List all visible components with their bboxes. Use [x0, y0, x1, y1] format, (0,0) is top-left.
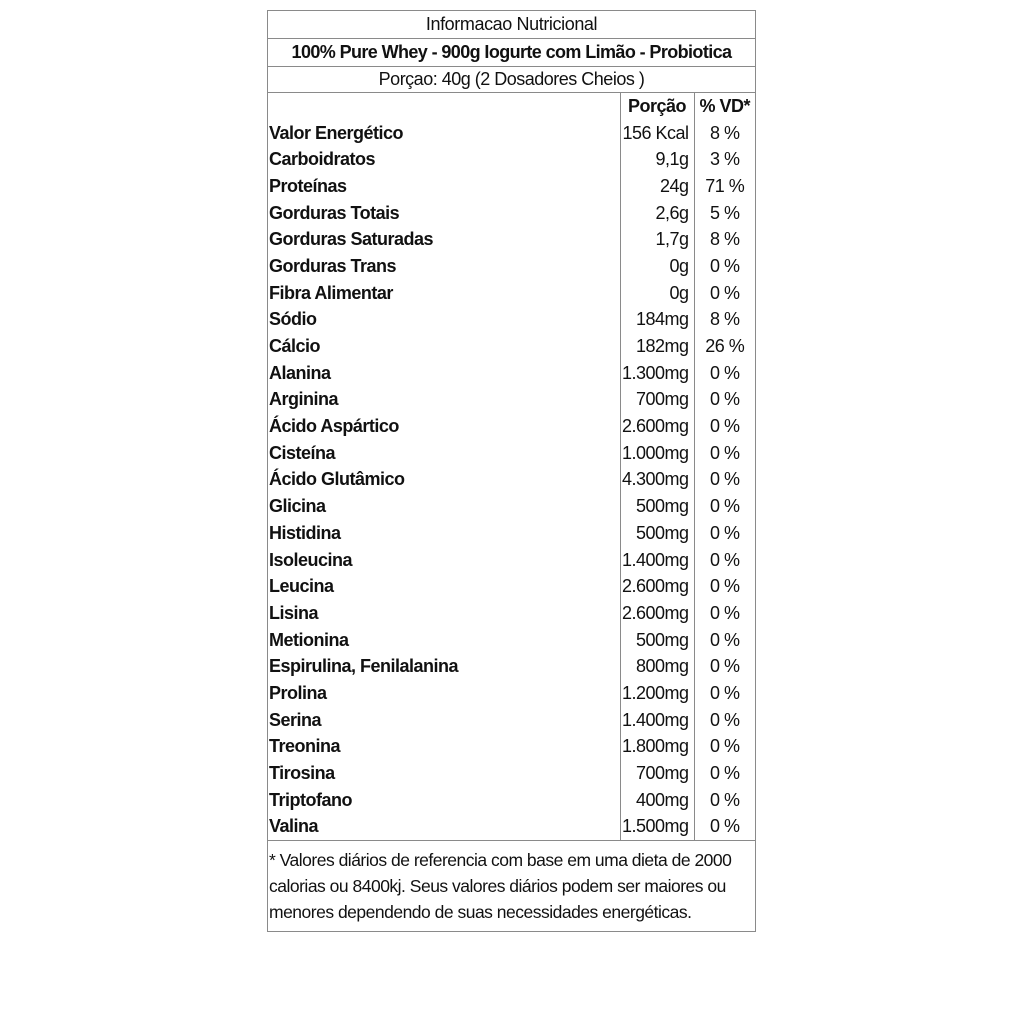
nutrient-name: Metionina: [269, 629, 349, 650]
nutrient-portion: 2.600mg: [620, 573, 694, 600]
nutrient-portion: 2,6g: [620, 200, 694, 227]
nutrient-portion: 1.500mg: [620, 814, 694, 841]
nutrient-dv: 8 %: [709, 309, 740, 330]
nutrient-portion: 500mg: [620, 493, 694, 520]
nutrient-name: Cisteína: [269, 442, 336, 463]
nutrient-name: Carboidratos: [269, 149, 376, 170]
nutrient-dv: 0 %: [709, 816, 740, 837]
nutrient-name: Arginina: [269, 389, 339, 410]
nutrient-name: Histidina: [269, 522, 341, 543]
table-row: [268, 307, 755, 334]
nutrient-dv: 0 %: [709, 709, 740, 730]
nutrient-dv: 0 %: [709, 602, 740, 623]
table-row: [268, 707, 755, 734]
nutrient-portion: 1.800mg: [620, 734, 694, 761]
nutrient-name: Serina: [269, 709, 322, 730]
nutrient-name: Valor Energético: [269, 122, 404, 143]
table-row: [268, 333, 755, 360]
nutrient-table: [268, 93, 755, 840]
table-row: [268, 440, 755, 467]
nutrient-dv: 0 %: [709, 282, 740, 303]
table-row: [268, 467, 755, 494]
nutrient-portion: 9,1g: [620, 146, 694, 173]
nutrient-portion: 0g: [620, 280, 694, 307]
nutrient-dv: 0 %: [709, 496, 740, 517]
nutrient-portion: 400mg: [620, 787, 694, 814]
nutrient-name: Prolina: [269, 682, 327, 703]
nutrient-dv: 0 %: [709, 522, 740, 543]
nutrient-portion: 500mg: [620, 627, 694, 654]
table-title: Informacao Nutricional: [268, 11, 755, 39]
nutrient-portion: 1.200mg: [620, 680, 694, 707]
nutrient-name: Valina: [269, 816, 319, 837]
nutrient-name: Leucina: [269, 576, 334, 597]
nutrient-dv: 0 %: [709, 656, 740, 677]
nutrient-name: Fibra Alimentar: [269, 282, 393, 303]
nutrient-name: Isoleucina: [269, 549, 353, 570]
table-row: [268, 814, 755, 841]
serving-size: Porçao: 40g (2 Dosadores Cheios ): [268, 67, 755, 93]
nutrient-dv: 0 %: [709, 576, 740, 597]
column-header-row: [268, 93, 755, 120]
table-row: [268, 573, 755, 600]
table-row: [268, 387, 755, 414]
nutrient-name: Gorduras Saturadas: [269, 229, 434, 250]
nutrient-dv: 8 %: [709, 122, 740, 143]
nutrient-dv: 26 %: [705, 336, 745, 357]
nutrient-name: Gorduras Totais: [269, 202, 400, 223]
nutrient-name: Ácido Glutâmico: [269, 469, 405, 490]
nutrient-portion: 1.000mg: [620, 440, 694, 467]
table-row: [268, 226, 755, 253]
table-row: [268, 680, 755, 707]
nutrient-dv: 0 %: [709, 469, 740, 490]
table-row: [268, 760, 755, 787]
nutrient-portion: 1.300mg: [620, 360, 694, 387]
nutrient-name: Glicina: [269, 496, 326, 517]
table-row: [268, 200, 755, 227]
column-header-dv: % VD*: [699, 95, 750, 116]
nutrient-dv: 0 %: [709, 416, 740, 437]
nutrient-name: Proteínas: [269, 175, 347, 196]
nutrient-dv: 0 %: [709, 389, 740, 410]
table-row: [268, 493, 755, 520]
nutrient-portion: 700mg: [620, 760, 694, 787]
nutrient-dv: 0 %: [709, 629, 740, 650]
table-row: [268, 173, 755, 200]
nutrient-portion: 0g: [620, 253, 694, 280]
nutrient-name: Alanina: [269, 362, 331, 383]
nutrient-dv: 0 %: [709, 789, 740, 810]
nutrient-name: Ácido Aspártico: [269, 416, 399, 437]
table-row: [268, 360, 755, 387]
nutrient-name: Espirulina, Fenilalanina: [269, 656, 459, 677]
nutrient-name: Sódio: [269, 309, 317, 330]
nutrient-portion: 182mg: [620, 333, 694, 360]
table-row: [268, 653, 755, 680]
product-name: 100% Pure Whey - 900g Iogurte com Limão - Probiotica: [268, 39, 755, 67]
nutrient-portion: 1.400mg: [620, 547, 694, 574]
nutrient-dv: 0 %: [709, 255, 740, 276]
nutrient-dv: 0 %: [709, 549, 740, 570]
nutrient-dv: 3 %: [709, 149, 740, 170]
nutrient-dv: 0 %: [709, 763, 740, 784]
nutrient-name: Gorduras Trans: [269, 255, 397, 276]
nutrient-portion: 800mg: [620, 653, 694, 680]
footnote: * Valores diários de referencia com base em uma dieta de 2000 calorias ou 8400kj. Seus valores diários podem ser maiores ou menores dependendo de suas necessidades energéticas.: [268, 840, 755, 931]
nutrient-dv: 5 %: [709, 202, 740, 223]
nutrient-dv: 0 %: [709, 442, 740, 463]
table-row: [268, 280, 755, 307]
nutrient-name: Treonina: [269, 736, 341, 757]
table-row: [268, 734, 755, 761]
nutrient-dv: 8 %: [709, 229, 740, 250]
table-row: [268, 413, 755, 440]
nutrient-portion: 1,7g: [620, 226, 694, 253]
table-row: [268, 547, 755, 574]
nutrition-facts-table: [267, 10, 756, 932]
nutrient-name: Cálcio: [269, 336, 321, 357]
table-row: [268, 520, 755, 547]
nutrient-portion: 4.300mg: [620, 467, 694, 494]
column-header-portion: Porção: [620, 93, 694, 120]
table-row: [268, 627, 755, 654]
nutrient-dv: 0 %: [709, 682, 740, 703]
table-row: [268, 600, 755, 627]
nutrient-portion: 2.600mg: [620, 413, 694, 440]
nutrient-name: Lisina: [269, 602, 319, 623]
nutrient-portion: 1.400mg: [620, 707, 694, 734]
table-row: [268, 787, 755, 814]
nutrient-dv: 0 %: [709, 362, 740, 383]
nutrient-portion: 24g: [620, 173, 694, 200]
table-row: [268, 253, 755, 280]
nutrient-name: Triptofano: [269, 789, 352, 810]
column-header-nutrient: [268, 93, 620, 120]
nutrient-dv: 0 %: [709, 736, 740, 757]
nutrient-portion: 500mg: [620, 520, 694, 547]
nutrient-portion: 700mg: [620, 387, 694, 414]
nutrient-dv: 71 %: [705, 175, 745, 196]
nutrient-portion: 2.600mg: [620, 600, 694, 627]
nutrient-portion: 184mg: [620, 307, 694, 334]
nutrient-name: Tirosina: [269, 763, 335, 784]
table-row: [268, 120, 755, 147]
table-row: [268, 146, 755, 173]
nutrient-portion: 156 Kcal: [620, 120, 694, 147]
